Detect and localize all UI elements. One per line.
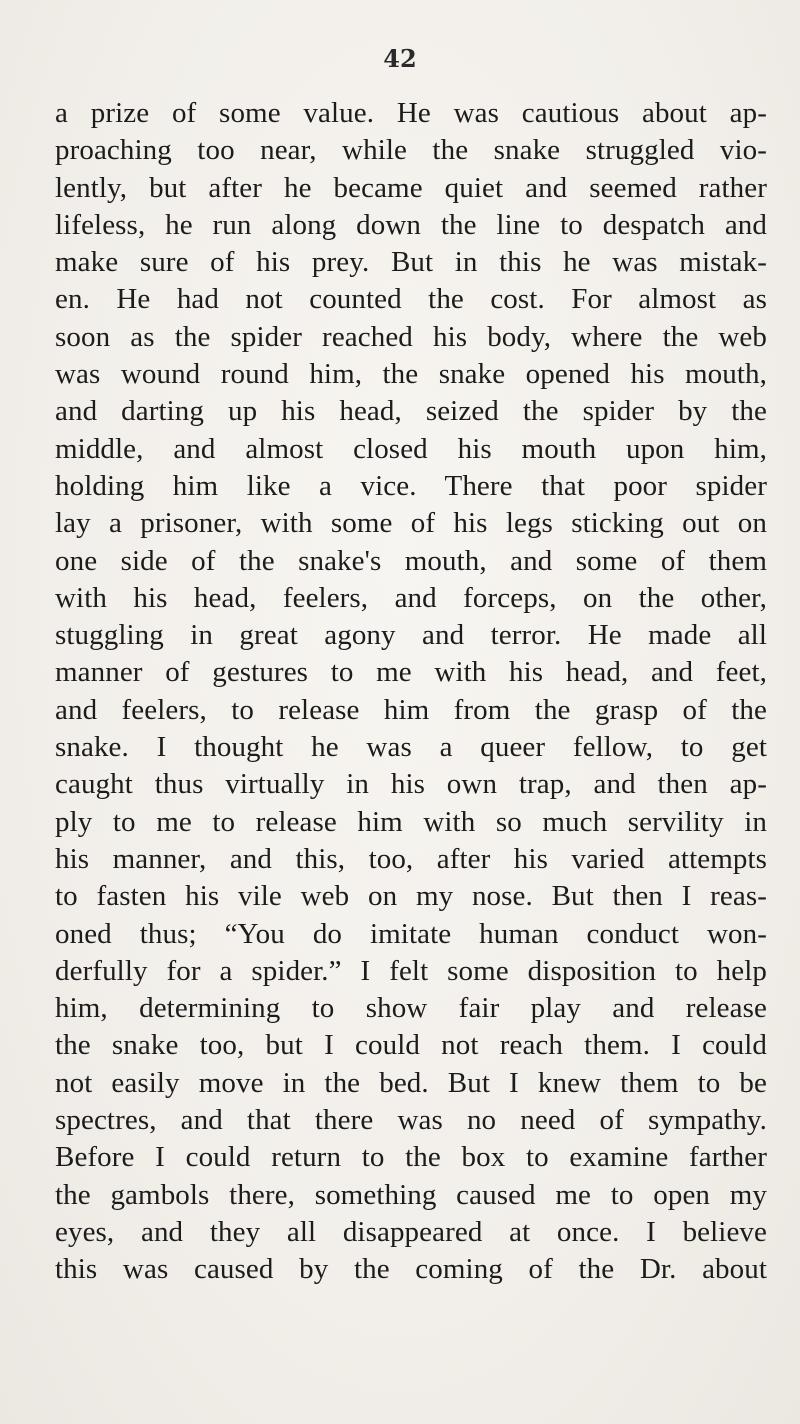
text-line: lently, but after he became quiet and seemed rather	[55, 171, 767, 204]
text-line: lay a prisoner, with some of his legs sticking out on	[55, 507, 767, 540]
text-line: Before I could return to the box to examine farther	[55, 1141, 767, 1174]
text-line: the snake too, but I could not reach them. I could	[55, 1029, 767, 1062]
body-text	[55, 95, 767, 1289]
text-line: middle, and almost closed his mouth upon him,	[55, 432, 767, 465]
text-line: snake. I thought he was a queer fellow, to get	[55, 731, 767, 764]
text-line: manner of gestures to me with his head, and feet,	[55, 656, 767, 689]
text-line: ply to me to release him with so much servility in	[55, 805, 767, 838]
text-line: and feelers, to release him from the grasp of the	[55, 693, 767, 726]
text-line: make sure of his prey. But in this he was mistak-	[55, 246, 767, 279]
text-line: was wound round him, the snake opened his mouth,	[55, 358, 767, 391]
text-line: stuggling in great agony and terror. He made all	[55, 619, 767, 652]
text-line: one side of the snake's mouth, and some of them	[55, 544, 767, 577]
text-line: caught thus virtually in his own trap, and then ap-	[55, 768, 767, 801]
text-line: eyes, and they all disappeared at once. I believe	[55, 1215, 767, 1248]
text-line: and darting up his head, seized the spider by the	[55, 395, 767, 428]
text-line: not easily move in the bed. But I knew them to be	[55, 1066, 767, 1099]
text-line: en. He had not counted the cost. For almost as	[55, 283, 767, 316]
text-line: spectres, and that there was no need of sympathy.	[55, 1104, 767, 1137]
text-line: his manner, and this, too, after his varied attempts	[55, 842, 767, 875]
text-line: proaching too near, while the snake struggled vio-	[55, 134, 767, 167]
text-line: this was caused by the coming of the Dr. about	[55, 1253, 767, 1286]
page-number: 42	[383, 44, 417, 73]
text-line: soon as the spider reached his body, where the web	[55, 320, 767, 353]
text-line: a prize of some value. He was cautious about ap-	[55, 97, 767, 129]
text-line: the gambols there, something caused me to open my	[55, 1178, 767, 1211]
text-line: derfully for a spider.” I felt some disposition to help	[55, 954, 767, 987]
text-line: to fasten his vile web on my nose. But then I reas-	[55, 880, 767, 913]
text-line: holding him like a vice. There that poor spider	[55, 469, 767, 502]
text-line: oned thus; “You do imitate human conduct won-	[55, 917, 767, 950]
text-line: with his head, feelers, and forceps, on the other,	[55, 581, 767, 614]
text-line: him, determining to show fair play and release	[55, 992, 767, 1025]
text-line: lifeless, he run along down the line to despatch and	[55, 208, 767, 241]
